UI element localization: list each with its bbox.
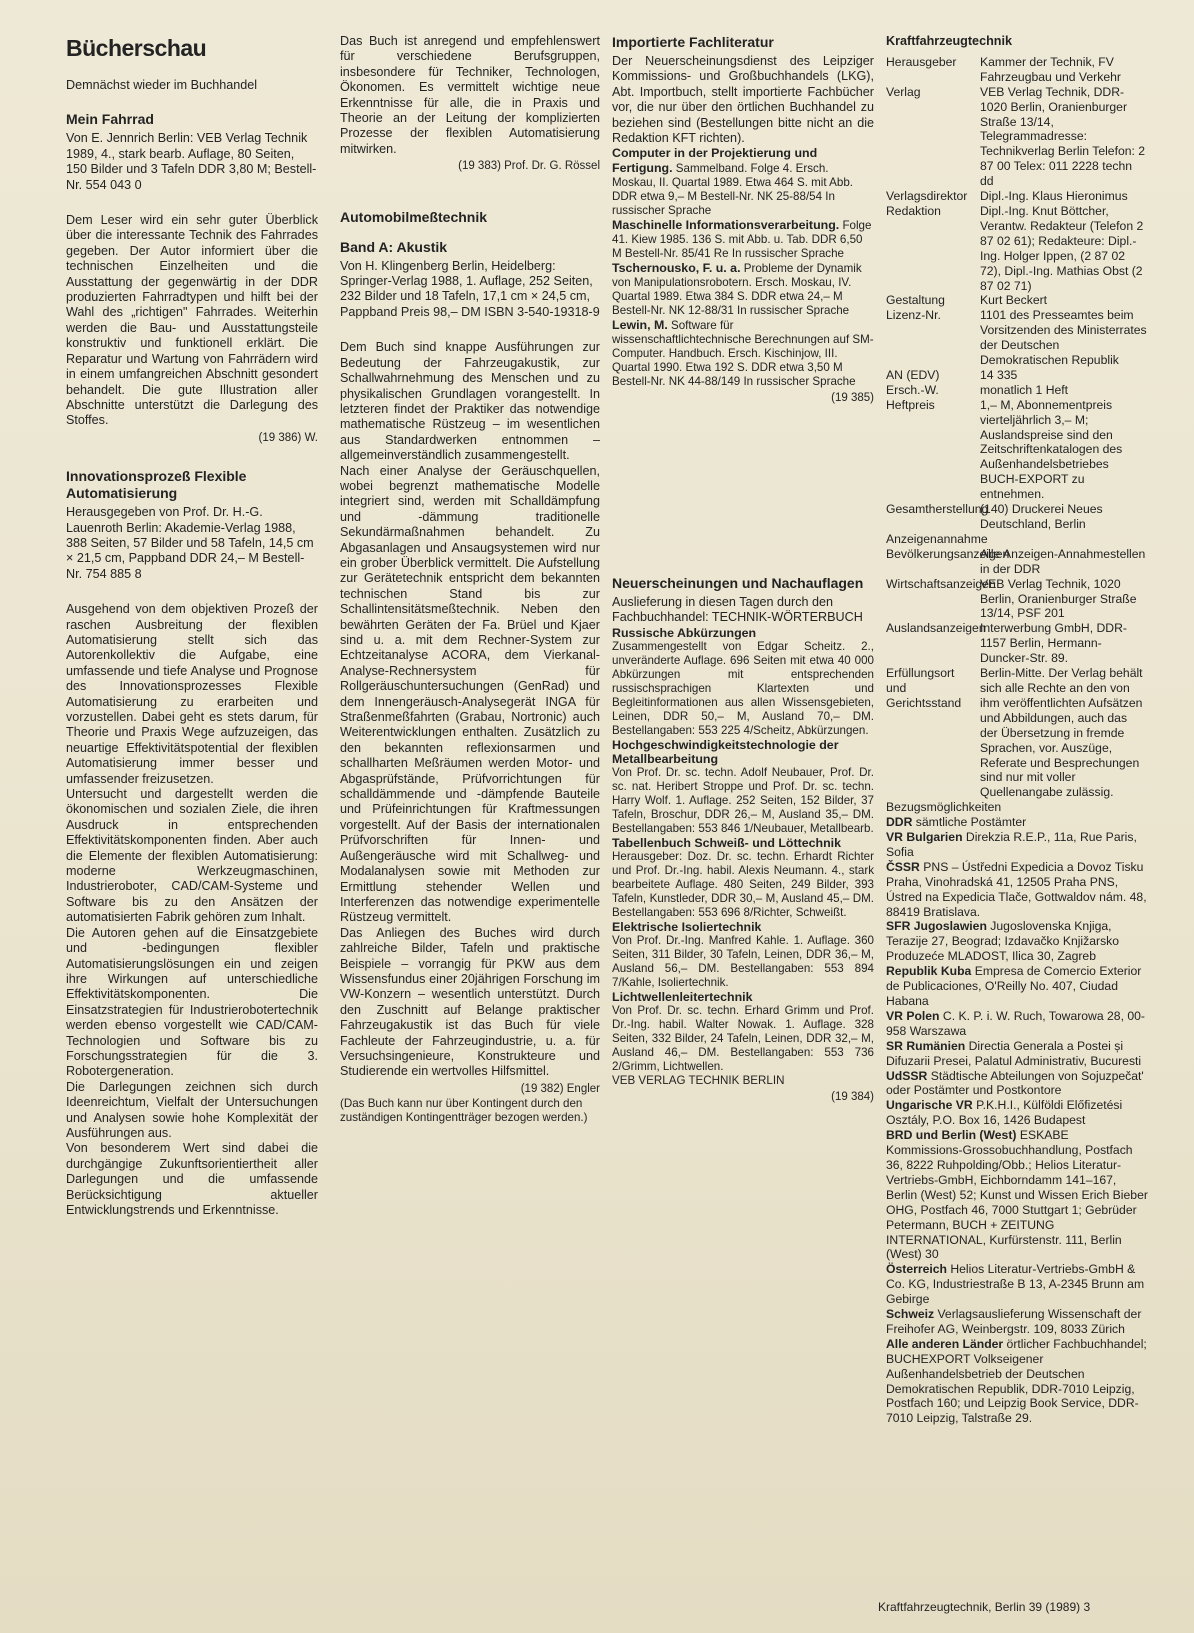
- list-item: Lichtwellenleitertechnik Von Prof. Dr. sc. techn. Erhard Grimm und Prof. Dr.-Ing. habil. Walter Nowak. 1. Auflage. 328 Seiten, 332 Bilder, 24 Tafeln, Leinen, DDR 32,– M, Ausland 46,– DM. Bestellangaben: 553 736 2/Grimm, Lichtwellen.: [612, 989, 874, 1073]
- list-item: Schweiz Verlagsauslieferung Wissenschaft der Freihofer AG, Weinbergstr. 109, 8033 Zürich: [886, 1307, 1142, 1336]
- section-intro-neuerscheinungen: Auslieferung in diesen Tagen durch den Fachbuchhandel: TECHNIK-WÖRTERBUCH: [612, 594, 863, 625]
- book-review-paragraph: Das Anliegen des Buches wird durch zahlreiche Bilder, Tafeln und praktische Beispiele – vorrangig für PKW aus dem Wissensfundus einer 20jährigen Forschung im VW-Konzern – wesentlich unterstützt. Durch den Zuschnitt auf Belange praktischer Fahrzeugakustik ist das Buch für viele Fachleute der Fahrzeugindustrie, u. a. für Versuchsingenieure, Konstrukteure und Studierende ein wertvolles Hilfsmittel.: [340, 925, 600, 1079]
- imprint-key: Verlag: [886, 84, 921, 99]
- book-biblio-innovationsprozess: Herausgegeben von Prof. Dr. H.-G. Lauenroth Berlin: Akademie-Verlag 1988, 388 Seiten, 57 Bilder und 58 Tafeln, 14,5 cm × 21,5 cm, Pappband DDR 24,– M Bestell-Nr. 754 885 8: [66, 505, 314, 581]
- imprint-value: Alle Anzeigen-Annahmestellen in der DDR: [980, 546, 1146, 576]
- imprint-table: [886, 55, 1148, 800]
- imprint-key: Ersch.-W.: [886, 382, 939, 397]
- review-signature: (19 383) Prof. Dr. G. Rössel: [458, 160, 600, 173]
- section-signature: (19 385): [831, 392, 874, 405]
- list-item: Maschinelle Informationsverarbeitung. Folge 41. Kiew 1985. 136 S. mit Abb. u. Tab. DDR 6,50 M Bestell-Nr. 85/41 Re In russischer Sprache: [612, 218, 872, 261]
- column-1: [66, 34, 318, 1218]
- imprint-value: Berlin-Mitte. Der Verlag behält sich alle Rechte an den von ihm veröffentlichten Aufsätzen und Abbildungen, auch das der Übersetzung in fremde Sprachen, vor. Auszüge, Referate und Besprechungen sind nur mit voller Quellenangabe zulässig.: [980, 666, 1143, 800]
- list-item: VR Polen C. K. P. i. W. Ruch, Towarowa 28, 00-958 Warszawa: [886, 1008, 1145, 1038]
- list-item: Ungarische VR P.K.H.I., Külföldi Előfizetési Osztály, P.O. Box 16, 1426 Budapest: [886, 1098, 1123, 1128]
- imprint-value: VEB Verlag Technik, DDR-1020 Berlin, Oranienburger Straße 13/14, Telegrammadresse: Technikverlag Berlin Telefon: 2 87 00 Telex: 011 2228 techn dd: [980, 84, 1146, 189]
- list-item: ČSSR PNS – Ústředni Expedicia a Dovoz Tisku Praha, Vinohradská 41, 12505 Praha PNS, Ústred na Expedicia Tlače, Gottwaldov nám. 48, 88419 Bratislava.: [886, 859, 1147, 919]
- imprint-key: Gesamtherstellung: [886, 502, 989, 517]
- list-item: UdSSR Städtische Abteilungen von Sojuzpečat' oder Postämter und Postkontore: [886, 1068, 1144, 1098]
- list-item: Tabellenbuch Schweiß- und Löttechnik Herausgeber: Doz. Dr. sc. techn. Erhardt Richter und Prof. Dr.-Ing. habil. Alexis Neumann. 4., stark bearbeitete Auflage. 480 Seiten, 249 Bilder, 393 Tafeln, Kunstleder, DDR 30,– M, Ausland 45,– DM. Bestellangaben: 553 696 8/Richter, Schweißt.: [612, 835, 874, 919]
- review-signature: (19 386) W.: [258, 431, 318, 444]
- review-note: (Das Buch kann nur über Kontingent durch den zuständigen Kontingentträger bezogen werden.): [340, 1097, 588, 1125]
- book-review-paragraph: Dem Buch sind knappe Ausführungen zur Bedeutung der Fahrzeugakustik, zur Schallwahrnehmung des Menschen und zu physikalischen Grundlagen vorangestellt. In letzteren findet der Praktiker das notwendige mathematische Rüstzeug – im wesentlichen aus Standardwerken entnommen – allgemeinverständlich zusammengestellt.: [340, 340, 600, 463]
- imprint-key: Bevölkerungsanzeigen: [886, 546, 1010, 561]
- imprint-key: Lizenz-Nr.: [886, 308, 941, 323]
- page-footer: Kraftfahrzeugtechnik, Berlin 39 (1989) 3: [878, 1600, 1091, 1614]
- list-item: SFR Jugoslawien Jugoslovenska Knjiga, Terazije 27, Beograd; Izdavačko Knjižarsko Produzeće MLADOST, Ilica 30, Zagreb: [886, 919, 1120, 964]
- list-item: Republik Kuba Empresa de Comercio Exterior de Publicaciones, O'Reilly No. 407, Ciudad Habana: [886, 964, 1142, 1008]
- list-item: Russische Abkürzungen Zusammengestellt von Edgar Scheitz. 2., unveränderte Auflage. 696 Seiten mit etwa 40 000 Abkürzungen mit entsprechenden russischsprachigen Klartexten und Begleitinformationen aus allen Wissensgebieten, Leinen, DDR 50,– M, Ausland 70,– DM. Bestellangaben: 553 225 4/Scheitz, Abkürzungen.: [612, 625, 874, 737]
- list-item: BRD und Berlin (West) ESKABE Kommissions-Grossobuchhandlung, Postfach 36, 8222 Ruhpolding/Obb.; Helios Literatur-Vertriebs-GmbH, Eichborndamm 141–167, Berlin (West) 52; Kunst und Wissen Erich Bieber OHG, Postfach 46, 7000 Stuttgart 1; Gebrüder Petermann, BUCH + ZEITUNG INTERNATIONAL, Kurfürstenstr. 111, Berlin (West) 30: [886, 1128, 1148, 1262]
- list-item: DDR sämtliche Postämter: [886, 815, 1027, 830]
- imprint-key: Erfüllungsort und Gerichtsstand: [886, 666, 962, 710]
- list-item: Alle anderen Länder örtlicher Fachbuchhandel; BUCHEXPORT Volkseigener Außenhandelsbetrieb der Deutschen Demokratischen Republik, DDR-7010 Leipzig, Postfach 160; und Leipzig Book Service, DDR-7010 Leipzig, Talstraße 29.: [886, 1336, 1147, 1426]
- book-biblio-mein-fahrrad: Von E. Jennrich Berlin: VEB Verlag Technik 1989, 4., stark bearb. Auflage, 80 Seiten, 150 Bilder und 3 Tafeln DDR 3,80 M; Bestell-Nr. 554 043 0: [66, 131, 317, 192]
- section-intro-import: Der Neuerscheinungsdienst des Leipziger Kommissions- und Großbuchhandels (LKG), Abt. Importbuch, stellt importierte Fachbücher vor, die nur über den örtlichen Buchhandel zu beziehen sind (Bestellungen bitte nicht an die Redaktion KFT richten).: [612, 54, 874, 146]
- import-list: [612, 146, 874, 389]
- book-review-mein-fahrrad: Dem Leser wird ein sehr guter Überblick über die interessante Technik des Fahrrades gegeben. Der Autor informiert über die technischen Einzelheiten und die Ausstattung der gegenwärtig in der DDR produzierten Fahrradtypen und hilft bei der Wahl des „richtigen" Fahrrades. Weiterhin werden die Bau- und Ausstattungsteile konstruktiv und funktionell erklärt. Die Reparatur und Wartung von Fahrrädern wird in einem umfangreichen Abschnitt gesondert behandelt. Die gute Illustration aller Abschnitte unterstützt die Darlegung des Stoffes.: [66, 213, 318, 428]
- imprint-value: VEB Verlag Technik, 1020 Berlin, Oranienburger Straße 13/14, PSF 201: [980, 576, 1137, 621]
- imprint-key: Gestaltung: [886, 293, 945, 308]
- book-review-paragraph: Die Autoren gehen auf die Einsatzgebiete und -bedingungen flexibler Automatisierungslösungen ein und zeigen ihre Wirkungen auf unterschiedliche Effektivitätskomponenten. Die Einsatzstrategien für Industrierobotertechnik werden ebenso vorgestellt wie CAD/CAM-Technologien und Software bis zu Forschungsstrategien für die 3. Robotergeneration.: [66, 925, 318, 1079]
- imprint-title: Kraftfahrzeugtechnik: [886, 34, 1012, 48]
- list-item: SR Rumänien Directia Generala a Postei și Difuzarii Presei, Palatul Administrativ, Bucuresti: [886, 1038, 1142, 1068]
- book-review-paragraph: Die Darlegungen zeichnen sich durch Ideenreichtum, Vielfalt der Untersuchungen und Analysen sowie hohe Komplexität der Ausführungen aus.: [66, 1079, 318, 1140]
- section-signature: (19 384): [831, 1090, 874, 1103]
- subscription-title: Bezugsmöglichkeiten: [886, 800, 1002, 815]
- section-title-neuerscheinungen: Neuerscheinungen und Nachauflagen: [612, 574, 864, 591]
- book-review-paragraph: Ausgehend von dem objektiven Prozeß der raschen Ausbreitung der flexiblen Automatisierung stellt sich das Autorenkollektiv die Aufgabe, eine umfassende und tiefe Analyse und Prognose des Innovationsprozesses Flexible Automatisierung zu erarbeiten und vorzustellen. Dabei geht es stets darum, für Theorie und Praxis Wege aufzuzeigen, das neuartige Effektivitätspotential der flexiblen Automatisierung immer besser und umfassender freizusetzen.: [66, 602, 318, 786]
- imprint-key: Wirtschaftsanzeigen: [886, 576, 996, 591]
- imprint-value: monatlich 1 Heft: [980, 382, 1069, 397]
- review-continuation: Das Buch ist anregend und empfehlenswert für verschiedene Berufsgruppen, insbesondere für Techniker, Technologen, Ökonomen. Es vermittelt wichtige neue Erkenntnisse für alle, die in Praxis und Theorie an der Leitung der komplizierten Prozesse der flexiblen Automatisierung mitwirken.: [340, 34, 600, 156]
- imprint-value: Interwerbung GmbH, DDR-1157 Berlin, Hermann-Duncker-Str. 89.: [980, 621, 1127, 666]
- book-review-paragraph: Nach einer Analyse der Geräuschquellen, wobei begrenzt mathematische Modelle integriert sind, werden mit Schalldämpfung und -dämmung traditionelle Sekundärmaßnahmen behandelt. Zu Abgasanlagen und Ansaugsystemen wird nur ein grober Überblick vermittelt. Die Aufstellung zur Gerätetechnik entspricht dem bekannten technischen Stand bis zur Schallintensitätsmeßtechnik. Neben den bewährten Geräten der Fa. Brüel und Kjaer sind u. a. mit dem Rechner-System zur Echtzeitanalyse ACORA, dem Vierkanal-Analyse-Rechnersystem für Rollgeräuschuntersuchungen (GenRad) und dem Innengeräusch-Analysegerät INGA für Straßenmeßfahrten (Grabau, Nortronic) auch Weiterentwicklungen enthalten. Zusätzlich zu den bekannten reflexionsarmen und schallharten Meßräumen werden Motor- und Abgasprüfstände, Prüfvorrichtungen für schalldämmende und -dämpfende Bauteile und Prüfeinrichtungen für Kraftmessungen vorgestellt. Auf der Basis der internationalen Prüfvorschriften für Innen- und Außengeräusche wird mit Schallweg- und Modalanalysen sowie mit Methoden zur Ermittlung stehender Wellen und Interferenzen das notwendige experimentelle Rüstzeug vermittelt.: [340, 463, 600, 925]
- imprint-value: 1,– M, Abonnementpreis vierteljährlich 3,– M; Auslandspreise sind den Zeitschriftenkatalogen des Außenhandelsbetriebes BUCH-EXPORT zu entnehmen.: [980, 397, 1123, 502]
- imprint-key: Herausgeber: [886, 54, 957, 69]
- publisher-line: VEB VERLAG TECHNIK BERLIN: [612, 1073, 785, 1087]
- book-title-akustik: Band A: Akustik: [340, 238, 448, 255]
- imprint-value: Kammer der Technik, FV Fahrzeugbau und Verkehr: [980, 54, 1121, 84]
- list-item: Elektrische Isoliertechnik Von Prof. Dr.-Ing. Manfred Kahle. 1. Auflage. 360 Seiten, 311 Bilder, 30 Tafeln, Leinen, DDR 36,– M, Ausland 56,– DM. Bestellangaben: 553 894 7/Kahle, Isoliertechnik.: [612, 919, 874, 989]
- imprint-key: Auslandsanzeigen: [886, 621, 986, 636]
- imprint-key: Redaktion: [886, 203, 941, 218]
- column-3: [612, 34, 874, 1105]
- book-review-paragraph: Von besonderem Wert sind dabei die durchgängige Zukunftsorientiertheit aller Darlegungen und die umfassende Berücksichtigung aktueller Entwicklungstrends und Erkenntnisse.: [66, 1141, 318, 1217]
- review-signature: (19 382) Engler: [520, 1082, 600, 1095]
- section-title-import: Importierte Fachliteratur: [612, 34, 774, 50]
- imprint-value: 14 335: [980, 367, 1018, 382]
- list-item: Lewin, M. Software für wissenschaftlichtechnische Berechnungen auf SM-Computer. Handbuch. Ersch. Kischinjow, III. Quartal 1990. Etwa 192 S. DDR etwa 3,50 M Bestell-Nr. NK 44-88/149 In russischer Sprache: [612, 318, 874, 389]
- book-title-innovationsprozess: Innovationsprozeß Flexible Automatisierung: [66, 468, 247, 502]
- imprint-value: Dipl.-Ing. Klaus Hieronimus: [980, 189, 1128, 204]
- book-series-title: Automobilmeßtechnik: [340, 208, 488, 225]
- book-title-mein-fahrrad: Mein Fahrrad: [66, 111, 154, 128]
- subscription-list: [886, 815, 1148, 1426]
- list-item: Tschernousko, F. u. a. Probleme der Dynamik von Manipulationsrobotern. Ersch. Moskau, IV. Quartal 1989. Etwa 384 S. DDR etwa 24,– M Bestell-Nr. NK 12-88/31 In russischer Sprache: [612, 261, 862, 318]
- new-titles-list: [612, 626, 874, 1074]
- section-lead: Demnächst wieder im Buchhandel: [66, 78, 258, 92]
- list-item: Österreich Helios Literatur-Vertriebs-GmbH & Co. KG, Industriestraße B 13, A-2345 Brunn am Gebirge: [886, 1262, 1145, 1307]
- page-title: Bücherschau: [66, 35, 207, 61]
- column-4-imprint: [886, 34, 1148, 1426]
- book-review-paragraph: Untersucht und dargestellt werden die ökonomischen und sozialen Ziele, die ihren Ausdruck in entsprechenden Effektivitätskomponenten finden. Aber auch die Elemente der flexiblen Automatisierung: moderne Werkzeugmaschinen, Industrieroboter, CAD/CAM-Systeme und Software bis zu den Ansätzen der automatisierten Fabrik gehören zum Inhalt.: [66, 787, 318, 925]
- imprint-value: 1101 des Presseamtes beim Vorsitzenden des Ministerrates der Deutschen Demokratischen Republik: [980, 308, 1147, 368]
- imprint-key: Heftpreis: [886, 397, 935, 412]
- imprint-key: Anzeigenannahme: [886, 531, 988, 546]
- imprint-value: Dipl.-Ing. Knut Böttcher, Verantw. Redakteur (Telefon 2 87 02 61); Redakteure: Dipl.-Ing. Holger Ippen, (2 87 02 72), Dipl.-Ing. Mathias Obst (2 87 02 71): [980, 203, 1144, 293]
- imprint-value: (140) Druckerei Neues Deutschland, Berlin: [980, 502, 1103, 531]
- list-item: Hochgeschwindigkeitstechnologie der Metallbearbeitung Von Prof. Dr. sc. techn. Adolf Neubauer, Prof. Dr. sc. nat. Heribert Stroppe und Prof. Dr. sc. techn. Harry Wolf. 1. Auflage. 252 Seiten, 152 Bilder, 37 Tafeln, Broschur, DDR 26,– M, Ausland 35,– DM. Bestellangaben: 553 846 1/Neubauer, Metallbearb.: [612, 737, 874, 835]
- column-2: [340, 34, 600, 1125]
- list-item: Computer in der Projektierung und Fertigung. Sammelband. Folge 4. Ersch. Moskau, II. Quartal 1989. Etwa 464 S. mit Abb. DDR etwa 9,– M Bestell-Nr. NK 25-88/54 In russischer Sprache: [612, 146, 854, 218]
- imprint-value: Kurt Beckert: [980, 293, 1048, 308]
- book-biblio-akustik: Von H. Klingenberg Berlin, Heidelberg: Springer-Verlag 1988, 1. Auflage, 252 Seiten, 232 Bilder und 18 Tafeln, 17,1 cm × 24,5 cm, Pappband Preis 98,– DM ISBN 3-540-19318-9: [340, 258, 600, 319]
- imprint-key: AN (EDV): [886, 367, 940, 382]
- imprint-key: Verlagsdirektor: [886, 189, 968, 204]
- list-item: VR Bulgarien Direkzia R.E.P., 11a, Rue Paris, Sofia: [886, 830, 1137, 859]
